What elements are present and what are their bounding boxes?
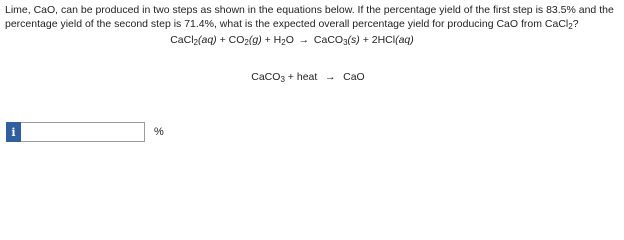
eq1-product-1-subscript: 3 <box>343 38 348 47</box>
question-text <box>5 3 617 31</box>
eq1-reactant-1-subscript: 2 <box>193 38 198 47</box>
eq1-product-2: 2HCl <box>371 34 396 46</box>
unit-label: % <box>154 126 164 138</box>
eq1-reactant-3: H <box>273 34 282 46</box>
eq1-plus-1: + <box>216 34 229 46</box>
equation-step-2 <box>0 70 620 84</box>
eq1-product-2-state: (aq) <box>395 34 414 46</box>
info-icon[interactable]: i <box>6 122 21 142</box>
eq2-arrow-icon: → <box>324 71 336 83</box>
eq1-reactant-2-state: (g) <box>248 34 262 46</box>
eq1-arrow-icon: → <box>298 34 310 46</box>
eq1-product-1: CaCO <box>313 34 344 46</box>
question-end: ? <box>572 18 579 30</box>
eq2-reactant-1: CaCO <box>251 71 281 83</box>
eq1-reactant-1: CaCl <box>170 34 194 46</box>
eq1-reactant-3-subscript: 2 <box>281 38 286 47</box>
eq2-reactant-1-subscript: 3 <box>280 75 285 84</box>
eq2-product: CaO <box>340 71 365 83</box>
question-body: Lime, CaO, can be produced in two steps as shown in the equations below. If the percentage yield of the first step is 83.5% and the percentage yield of the second step is 71.4%, what is the expected overall percentage yield for producing CaO from CaCl <box>5 4 614 30</box>
answer-row <box>6 122 164 142</box>
eq1-plus-2: + <box>261 34 274 46</box>
eq1-reactant-3-end: O <box>285 34 294 46</box>
eq1-reactant-2-subscript: 2 <box>244 38 249 47</box>
equation-step-1 <box>0 33 604 47</box>
eq2-plus-heat: + heat <box>284 71 321 83</box>
eq1-product-1-state: (s) <box>347 34 360 46</box>
eq1-plus-3: + <box>359 34 372 46</box>
eq1-reactant-1-state: (aq) <box>198 34 217 46</box>
answer-input[interactable] <box>21 122 145 142</box>
question-subscript: 2 <box>568 22 573 31</box>
eq1-reactant-2: CO <box>228 34 245 46</box>
